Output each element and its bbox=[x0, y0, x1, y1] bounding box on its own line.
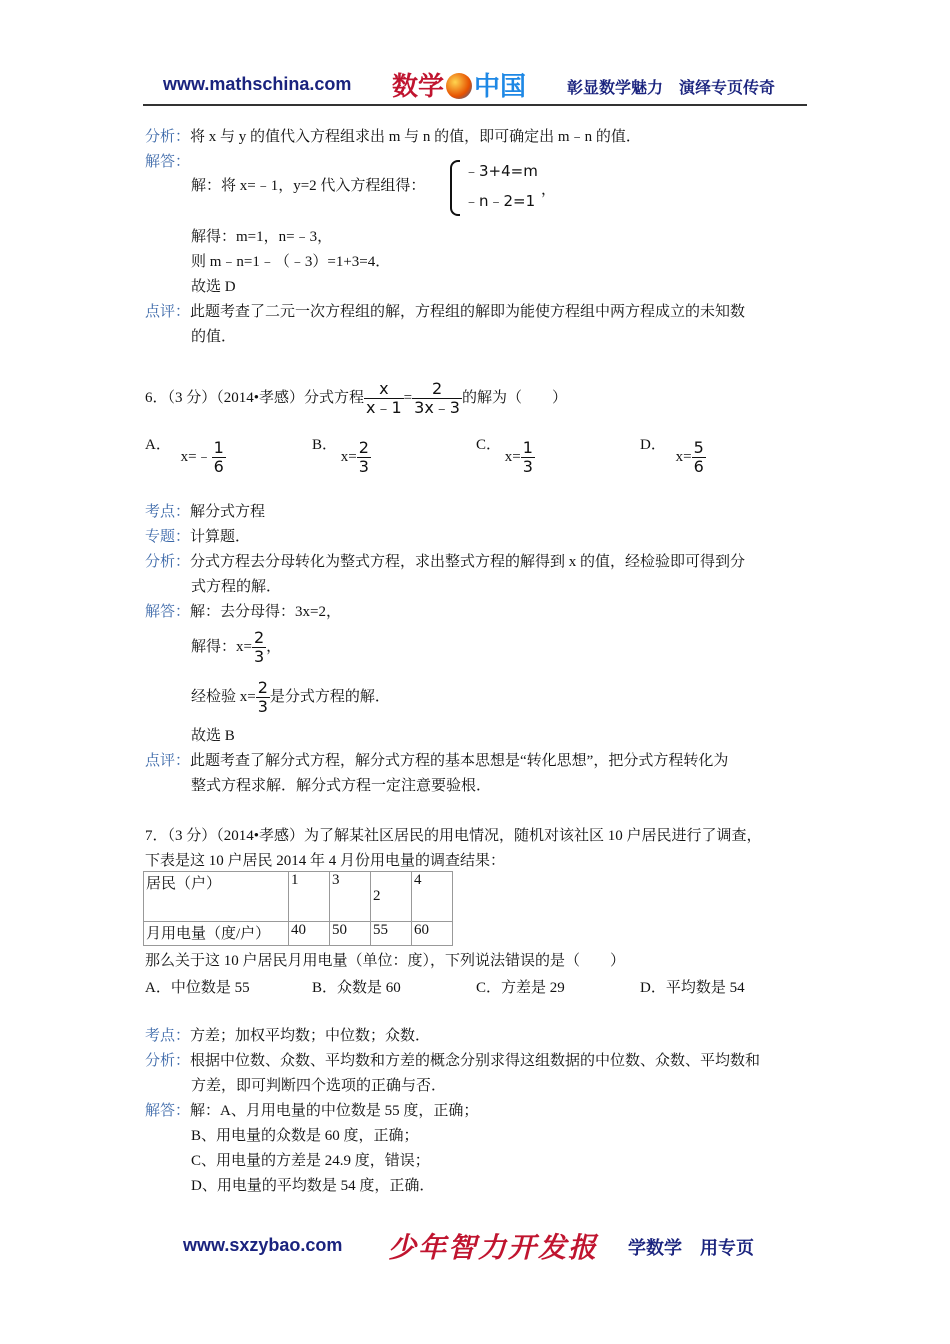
fraction-denominator: 6 bbox=[213, 457, 224, 476]
table-cell: 月用电量（度/户） bbox=[144, 922, 289, 946]
label-keypoint: 考点： bbox=[145, 1028, 191, 1044]
q7-answer bbox=[145, 1101, 478, 1121]
q5-analysis bbox=[145, 127, 641, 147]
q7-option-c[interactable]: C．方差是 29 bbox=[476, 980, 565, 996]
q5-comment bbox=[145, 302, 745, 322]
option-fraction bbox=[212, 439, 226, 476]
label-comment: 点评： bbox=[145, 304, 191, 320]
q5-comment-text-2: 的值． bbox=[191, 329, 237, 345]
label-analysis: 分析： bbox=[145, 554, 191, 570]
table-cell: 4 bbox=[412, 872, 453, 922]
q6-answer bbox=[145, 602, 341, 622]
label-comment: 点评： bbox=[145, 753, 191, 769]
q6-step-3-suffix: 是分式方程的解． bbox=[269, 689, 390, 705]
q7-question: 那么关于这 10 户居民月用电量（单位：度），下列说法错误的是（ ） bbox=[145, 953, 626, 969]
table-row bbox=[144, 872, 453, 922]
q5-eq2: ﹣n﹣2=1 bbox=[464, 192, 536, 210]
fraction-numerator: 2 bbox=[431, 379, 443, 399]
table-row bbox=[144, 922, 453, 946]
q5-comment-text-1: 此题考查了二元一次方程组的解，方程组的解即为能使方程组中两方程成立的未知数 bbox=[190, 304, 746, 320]
header-site-url: www.mathschina.com bbox=[163, 74, 352, 94]
q6-topic bbox=[145, 527, 250, 547]
table-cell: 2 bbox=[371, 872, 412, 922]
option-letter: C． bbox=[476, 436, 502, 453]
fraction-numerator: 2 bbox=[257, 678, 268, 698]
q7-data-table bbox=[143, 871, 453, 946]
equation-brace bbox=[450, 160, 460, 216]
footer-slogan: 学数学 用专页 bbox=[628, 1238, 754, 1259]
q5-step-1-text: 解：将 x=﹣1，y=2 代入方程组得： bbox=[191, 178, 426, 194]
header-slogan: 彰显数学魅力 演绎专页传奇 bbox=[567, 78, 776, 97]
q6-analysis-text-1: 分式方程去分母转化为整式方程，求出整式方程的解得到 x 的值，经检验即可得到分 bbox=[190, 554, 746, 570]
logo-ball-icon bbox=[446, 73, 472, 99]
q5-step-2: 解得：m=1，n=﹣3， bbox=[191, 229, 333, 245]
label-answer: 解答： bbox=[145, 154, 191, 170]
fraction-denominator: x﹣1 bbox=[366, 398, 402, 418]
option-value bbox=[180, 438, 226, 476]
fraction-numerator: 5 bbox=[693, 438, 704, 457]
q5-step-4: 故选 D bbox=[191, 279, 236, 295]
q7-stem-1: 7．（3 分）（2014•孝感）为了解某社区居民的用电情况，随机对该社区 10 户居民进行了调查， bbox=[145, 828, 762, 844]
table-cell: 3 bbox=[330, 872, 371, 922]
q6-option-a[interactable] bbox=[145, 427, 226, 476]
q6-keypoint-text: 解分式方程 bbox=[190, 504, 266, 520]
q6-stem-prefix: 6．（3 分）（2014•孝感）分式方程 bbox=[145, 390, 365, 406]
q7-step-2: B、用电量的众数是 60 度，正确； bbox=[191, 1128, 419, 1144]
label-answer: 解答： bbox=[145, 604, 191, 620]
q7-analysis bbox=[145, 1051, 760, 1071]
fraction-numerator: 1 bbox=[522, 438, 533, 457]
q7-step-3: C、用电量的方差是 24.9 度，错误； bbox=[191, 1153, 430, 1169]
option-fraction bbox=[357, 439, 371, 476]
q7-option-d[interactable]: D．平均数是 54 bbox=[640, 980, 745, 996]
label-topic: 专题： bbox=[145, 529, 191, 545]
q7-option-a[interactable]: A．中位数是 55 bbox=[145, 980, 250, 996]
logo-text-a: 数学 bbox=[392, 72, 445, 102]
logo-text-b: 中国 bbox=[474, 72, 527, 102]
option-prefix: x=﹣ bbox=[180, 448, 212, 465]
q6-option-b[interactable] bbox=[312, 427, 371, 476]
q5-answer-label bbox=[145, 152, 190, 172]
q6-option-c[interactable] bbox=[476, 427, 535, 476]
q6-stem bbox=[145, 380, 567, 417]
q7-stem-2: 下表是这 10 户居民 2014 年 4 月份用电量的调查结果： bbox=[145, 853, 506, 869]
q5-eq-suffix: ， bbox=[541, 182, 557, 198]
q6-step-3 bbox=[191, 677, 390, 717]
q7-option-b[interactable]: B．众数是 60 bbox=[312, 980, 401, 996]
q6-comment-text-1: 此题考查了解分式方程，解分式方程的基本思想是“转化思想”，把分式方程转化为 bbox=[190, 753, 729, 769]
table-cell: 40 bbox=[289, 922, 330, 946]
fraction-denominator: 3 bbox=[253, 647, 265, 667]
table-cell: 1 bbox=[289, 872, 330, 922]
q7-analysis-text-2: 方差，即可判断四个选项的正确与否． bbox=[191, 1078, 447, 1094]
q7-step-4: D、用电量的平均数是 54 度，正确． bbox=[191, 1178, 435, 1194]
table-cell: 居民（户） bbox=[144, 872, 289, 922]
header-divider bbox=[143, 104, 807, 106]
fraction-numerator: 2 bbox=[253, 628, 265, 648]
equals-sign: = bbox=[403, 390, 413, 406]
footer-brand-logo: 少年智力开发报 bbox=[388, 1231, 599, 1264]
q6-topic-text: 计算题． bbox=[190, 529, 251, 545]
q6-step-2-prefix: 解得：x= bbox=[191, 639, 252, 655]
q6-comment bbox=[145, 751, 728, 771]
q6-step-3-fraction bbox=[256, 679, 270, 716]
q6-analysis bbox=[145, 552, 745, 572]
option-letter: B． bbox=[312, 436, 338, 453]
q5-analysis-text: 将 x 与 y 的值代入方程组求出 m 与 n 的值，即可确定出 m﹣n 的值． bbox=[190, 129, 641, 145]
q6-keypoint bbox=[145, 502, 265, 522]
q6-step-2-fraction bbox=[252, 629, 266, 666]
q7-keypoint-text: 方差；加权平均数；中位数；众数． bbox=[190, 1028, 431, 1044]
q6-step-1: 解：去分母得：3x=2， bbox=[190, 604, 341, 620]
fraction-denominator: 6 bbox=[693, 457, 704, 476]
option-letter: A． bbox=[145, 436, 171, 453]
q6-step-2 bbox=[191, 627, 281, 667]
table-cell: 60 bbox=[412, 922, 453, 946]
q6-analysis-text-2: 式方程的解． bbox=[191, 579, 282, 595]
fraction-numerator: 2 bbox=[358, 438, 369, 457]
table-cell: 50 bbox=[330, 922, 371, 946]
option-letter: D． bbox=[640, 436, 666, 453]
option-prefix: x= bbox=[675, 448, 692, 465]
table-cell: 55 bbox=[371, 922, 412, 946]
header-logo bbox=[392, 66, 526, 103]
q6-fraction-left bbox=[364, 380, 404, 417]
q6-step-4: 故选 B bbox=[191, 728, 235, 744]
fraction-numerator: 1 bbox=[213, 438, 224, 457]
label-analysis: 分析： bbox=[145, 129, 191, 145]
label-answer: 解答： bbox=[145, 1103, 191, 1119]
fraction-denominator: 3 bbox=[257, 697, 268, 717]
fraction-denominator: 3x﹣3 bbox=[414, 398, 460, 418]
option-prefix: x= bbox=[504, 448, 521, 465]
q5-step-3: 则 m﹣n=1﹣（﹣3）=1+3=4． bbox=[191, 254, 391, 270]
q6-comment-text-2: 整式方程求解．解分式方程一定注意要验根． bbox=[191, 778, 492, 794]
fraction-denominator: 3 bbox=[358, 457, 369, 476]
fraction-numerator: x bbox=[379, 379, 389, 399]
option-value bbox=[504, 438, 535, 476]
q6-option-d[interactable] bbox=[640, 427, 706, 476]
label-keypoint: 考点： bbox=[145, 504, 191, 520]
footer-site-url: www.sxzybao.com bbox=[183, 1235, 343, 1255]
q6-fraction-right bbox=[412, 380, 462, 417]
option-value bbox=[340, 438, 371, 476]
q7-step-1: 解：A、月用电量的中位数是 55 度，正确； bbox=[190, 1103, 479, 1119]
fraction-denominator: 3 bbox=[522, 457, 533, 476]
q7-keypoint bbox=[145, 1026, 430, 1046]
q7-analysis-text-1: 根据中位数、众数、平均数和方差的概念分别求得这组数据的中位数、众数、平均数和 bbox=[190, 1053, 761, 1069]
option-value bbox=[675, 438, 706, 476]
option-fraction bbox=[692, 439, 706, 476]
option-fraction bbox=[521, 439, 535, 476]
option-prefix: x= bbox=[340, 448, 357, 465]
q6-step-2-suffix: ， bbox=[266, 639, 282, 655]
q6-stem-suffix: 的解为（ ） bbox=[461, 390, 567, 406]
q6-step-3-prefix: 经检验 x= bbox=[191, 689, 256, 705]
q5-step-1 bbox=[191, 176, 425, 196]
label-analysis: 分析： bbox=[145, 1053, 191, 1069]
q5-eq1: ﹣3+4=m bbox=[464, 162, 538, 180]
